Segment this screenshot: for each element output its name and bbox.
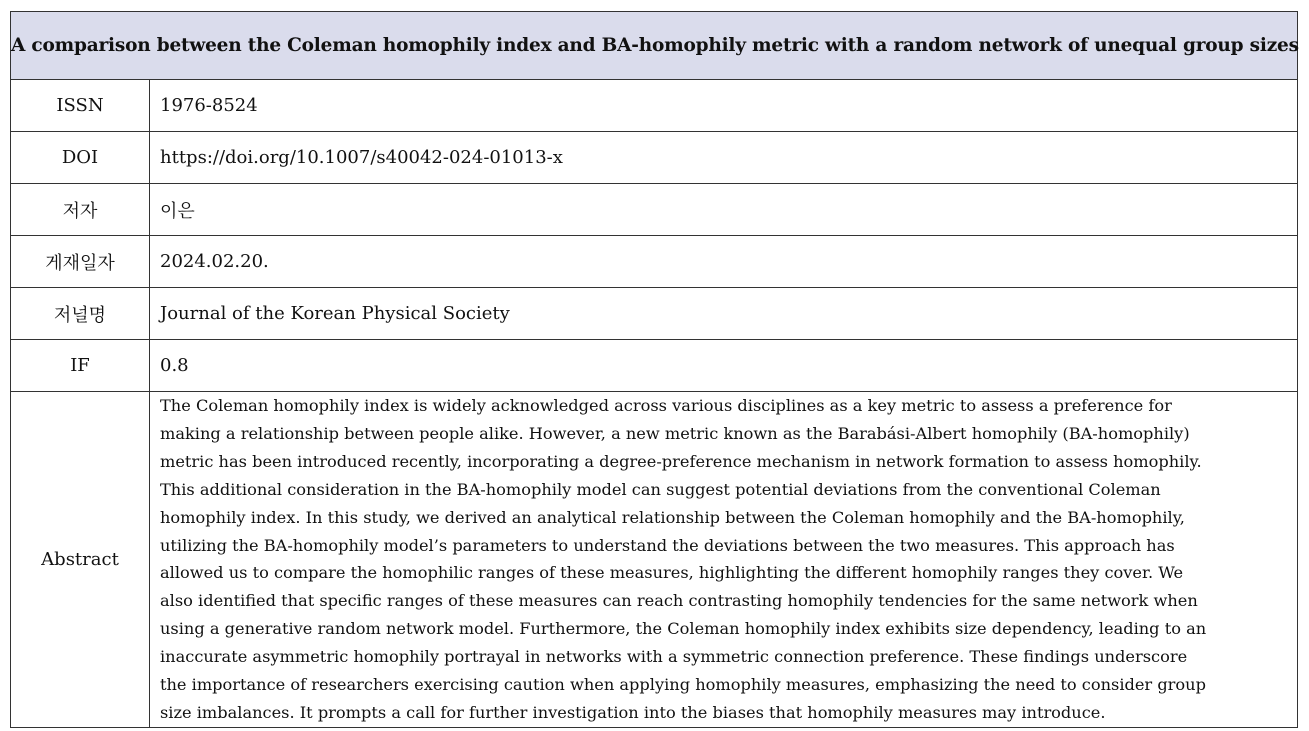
abstract-line: also identified that specific ranges of these measures can reach contrasting homophily tendencies for the same network when [160, 591, 1198, 611]
abstract-line: The Coleman homophily index is widely acknowledged across various disciplines as a key metric to assess a preference for [160, 396, 1172, 415]
paper-info-table [10, 11, 1298, 728]
doi-label: DOI [11, 132, 150, 184]
abstract-line: allowed us to compare the homophilic ranges of these measures, highlighting the different homophily ranges they cover. We [160, 563, 1184, 583]
impact-factor-value: 0.8 [150, 340, 1298, 392]
abstract-label: Abstract [11, 392, 150, 728]
abstract-line: metric has been introduced recently, incorporating a degree-preference mechanism in network formation to assess homophily. [160, 451, 1202, 471]
abstract-line: inaccurate asymmetric homophily portrayal in networks with a symmetric connection preference. These findings underscore [160, 647, 1188, 667]
issn-label: ISSN [11, 80, 150, 132]
publication-date-row [11, 236, 1298, 288]
journal-label: 저널명 [11, 288, 150, 340]
abstract-text [150, 392, 1298, 728]
title-row [11, 12, 1298, 80]
doi-value: https://doi.org/10.1007/s40042-024-01013-x [150, 132, 1298, 184]
abstract-line: the importance of researchers exercising caution when applying homophily measures, emphasizing the need to consider group [160, 675, 1206, 695]
abstract-line: homophily index. In this study, we derived an analytical relationship between the Coleman homophily and the BA-homophily, [160, 507, 1185, 527]
author-row [11, 184, 1298, 236]
abstract-line: This additional consideration in the BA-homophily model can suggest potential deviations from the conventional Coleman [160, 479, 1161, 499]
abstract-row [11, 392, 1298, 728]
impact-factor-row [11, 340, 1298, 392]
abstract-line: size imbalances. It prompts a call for further investigation into the biases that homophily measures may introduce. [160, 702, 1106, 722]
abstract-line: using a generative random network model. Furthermore, the Coleman homophily index exhibits size dependency, leading to an [160, 619, 1207, 639]
publication-date-label: 게재일자 [11, 236, 150, 288]
journal-row [11, 288, 1298, 340]
issn-row [11, 80, 1298, 132]
author-value: 이은 [150, 184, 1298, 236]
author-label: 저자 [11, 184, 150, 236]
paper-title: A comparison between the Coleman homophily index and BA-homophily metric with a random network of unequal group sizes [11, 12, 1298, 80]
doi-row [11, 132, 1298, 184]
abstract-line: making a relationship between people alike. However, a new metric known as the Barabási-Albert homophily (BA-homophily) [160, 423, 1190, 443]
issn-value: 1976-8524 [150, 80, 1298, 132]
abstract-line: utilizing the BA-homophily model’s parameters to understand the deviations between the two measures. This approach has [160, 535, 1175, 555]
journal-value: Journal of the Korean Physical Society [150, 288, 1298, 340]
impact-factor-label: IF [11, 340, 150, 392]
publication-date-value: 2024.02.20. [150, 236, 1298, 288]
